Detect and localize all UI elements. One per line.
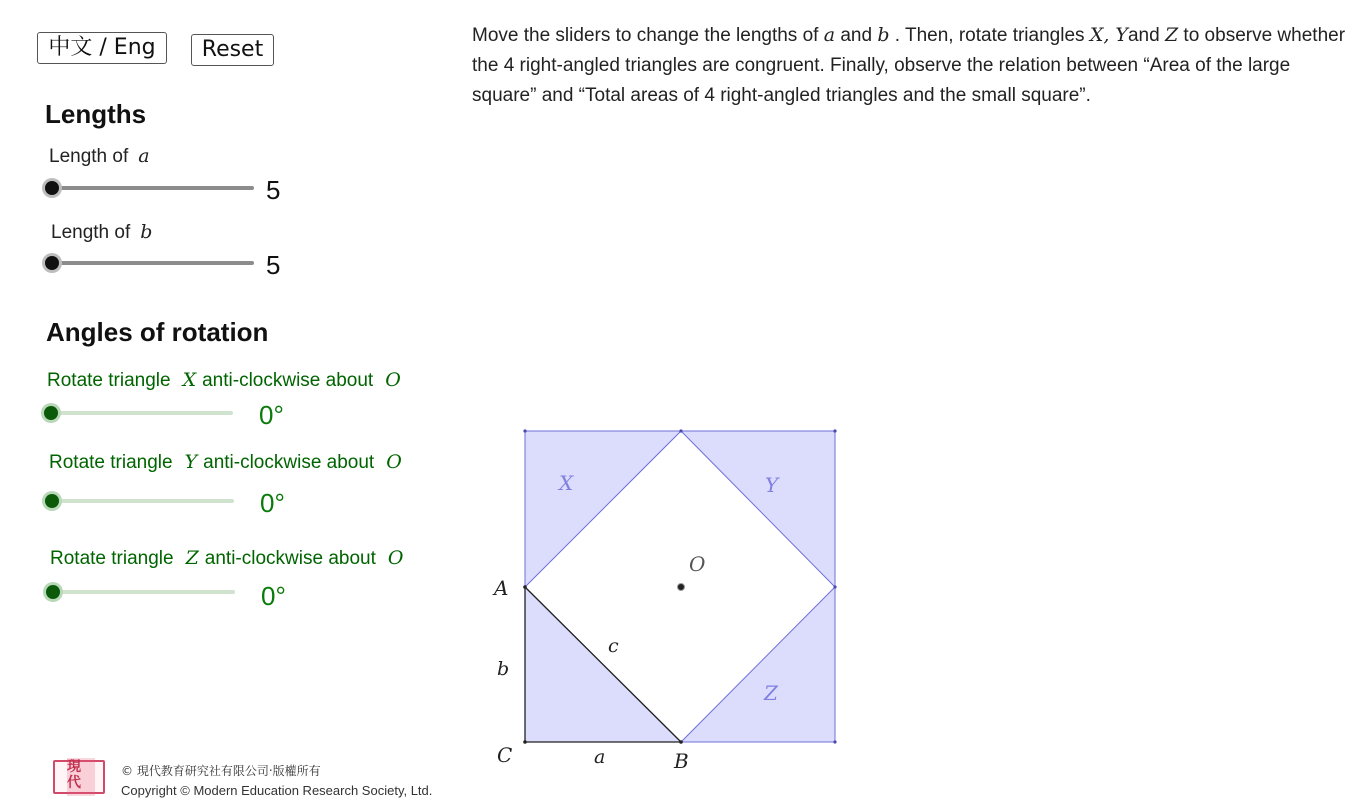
rotate-y-mid: anti-clockwise about [203,452,375,473]
rotate-y-prefix: Rotate triangle [49,452,173,473]
rotation-heading: Angles of rotation [46,317,269,347]
length-b-prefix: Length of [51,222,131,243]
rotate-y-slider-track[interactable] [51,499,234,503]
length-b-label [51,221,158,244]
pythagoras-figure [480,420,860,780]
rotate-y-label [49,451,408,474]
instr-part-4: and [1127,25,1165,46]
side-c-label: c [608,635,619,657]
rotate-x-value: 0° [259,400,284,430]
rotate-z-value: 0° [261,581,286,611]
logo-text: 現代 [67,759,81,791]
rotate-z-mid: anti-clockwise about [204,548,376,569]
reset-button[interactable]: Reset [191,34,274,66]
point-o-label: O [689,552,706,576]
point-c-dot [523,740,527,744]
triangle-y-label: Y [765,473,779,497]
rotate-y-slider-handle[interactable] [45,494,59,508]
point-b-label: B [674,749,689,773]
copyright-chinese: © 現代教育研究社有限公司‧版權所有 [121,764,321,778]
point-a-dot [523,585,527,589]
publisher-logo [53,758,109,798]
lengths-heading: Lengths [45,99,147,129]
language-toggle-button[interactable]: 中文 / Eng [37,32,167,64]
instructions-text [472,20,1352,111]
triangle-x-label: X [559,471,574,495]
rotate-z-var: Z [185,547,199,569]
point-b-dot [679,740,683,744]
point-a-label: A [494,576,509,600]
length-a-var: a [138,145,150,167]
instr-part-2: and [835,25,878,46]
rotate-x-prefix: Rotate triangle [47,370,171,391]
instr-part-1: Move the sliders to change the lengths of [472,25,824,46]
rotate-z-label [50,547,409,570]
length-a-label [49,145,156,168]
rotate-x-slider-track[interactable] [50,411,233,415]
rotate-z-slider-handle[interactable] [46,585,60,599]
instr-var-xy: X, Y [1089,24,1128,46]
instr-var-b: b [877,24,890,46]
side-a-label: a [594,746,606,768]
length-a-slider-track[interactable] [50,186,254,190]
rotate-z-prefix: Rotate triangle [50,548,174,569]
vertex-dot [523,429,526,432]
rotate-y-center: O [386,451,402,473]
rotate-x-mid: anti-clockwise about [202,370,374,391]
rotate-z-center: O [387,547,404,569]
vertex-dot [833,585,836,588]
rotate-x-label [47,369,407,392]
rotate-x-center: O [385,369,401,391]
length-b-var: b [140,221,153,243]
rotate-y-value: 0° [260,488,285,518]
vertex-dot [679,429,682,432]
length-a-prefix: Length of [49,146,129,167]
center-o-point[interactable] [678,584,685,591]
instr-var-z: Z [1164,24,1179,46]
rotate-x-var: X [182,369,197,391]
vertex-dot [833,740,836,743]
side-b-label: b [497,658,510,680]
rotate-x-slider-handle[interactable] [44,406,58,420]
instr-part-3: . Then, rotate triangles [889,25,1090,46]
length-b-slider-handle[interactable] [45,256,59,270]
instr-var-a: a [823,24,836,46]
length-a-slider-handle[interactable] [45,181,59,195]
rotate-y-var: Y [184,451,198,473]
length-a-value: 5 [266,175,281,205]
triangle-z-label: Z [764,681,778,705]
length-b-value: 5 [266,250,281,280]
vertex-dot [833,429,836,432]
copyright-english: Copyright © Modern Education Research Society, Ltd. [121,783,433,798]
rotate-z-slider-track[interactable] [52,590,235,594]
length-b-slider-track[interactable] [50,261,254,265]
instr-part-5: to observe whether the 4 right-angled triangles are congruent. Finally, observe the relation between “Area of the large square” and “Total areas of 4 right-angled triangles and the small square”. [472,25,1346,106]
point-c-label: C [497,743,513,767]
